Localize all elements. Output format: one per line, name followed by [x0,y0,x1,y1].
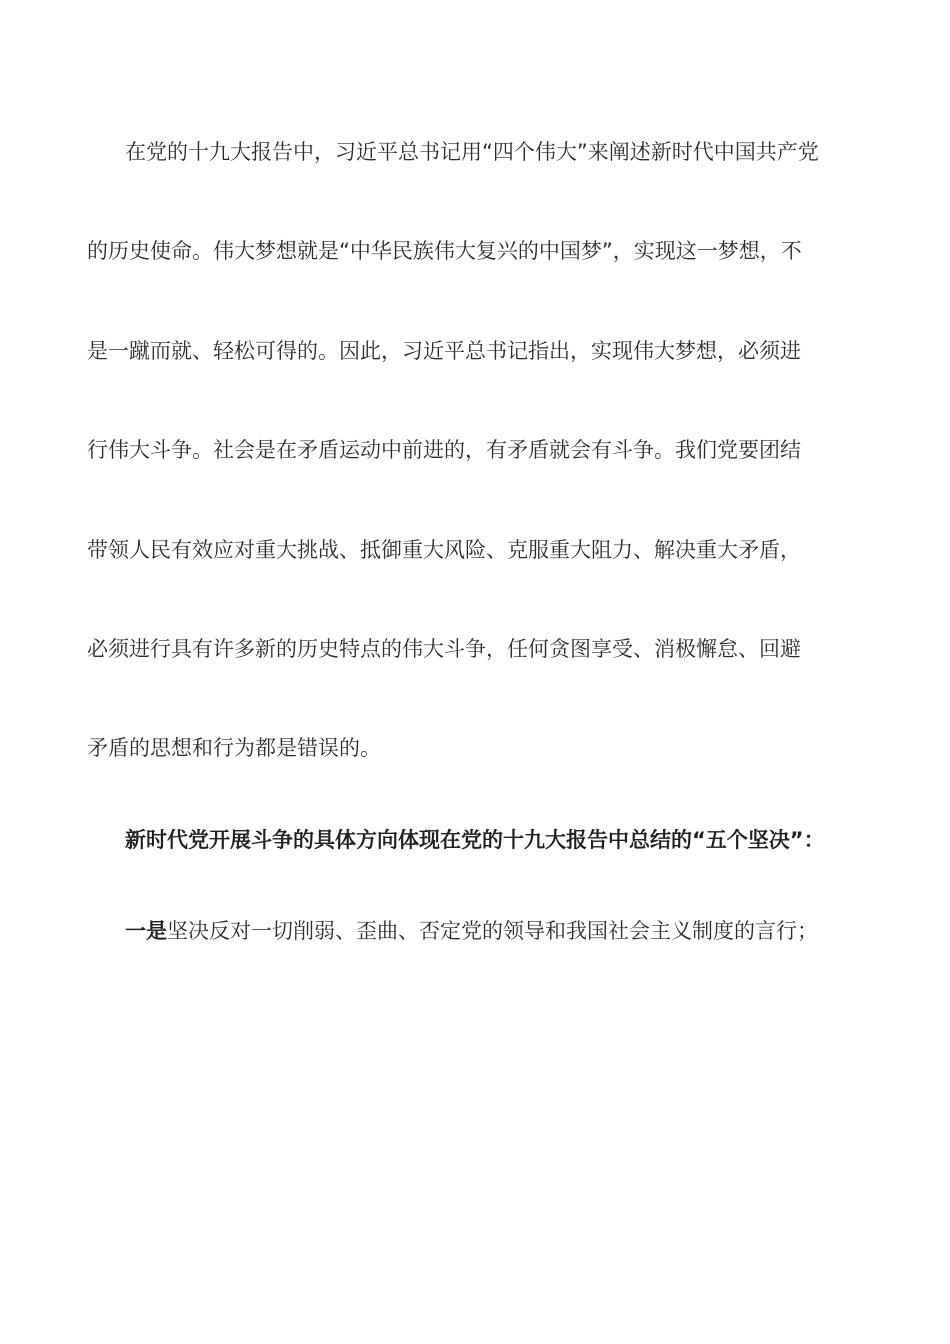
paragraph-line-4: 行伟大斗争。社会是在矛盾运动中前进的，有矛盾就会有斗争。我们党要团结 [87,438,801,462]
paragraph-line-1: 在党的十九大报告中，习近平总书记用“四个伟大”来阐述新时代中国共产党 [125,140,819,164]
section-heading: 新时代党开展斗争的具体方向体现在党的十九大报告中总结的“五个坚决”： [125,828,825,852]
paragraph-line-3: 是一蹴而就、轻松可得的。因此，习近平总书记指出，实现伟大梦想，必须进 [87,339,801,363]
paragraph-line-5: 带领人民有效应对重大挑战、抵御重大风险、克服重大阻力、解决重大矛盾， [87,538,801,562]
list-item-1 [125,916,877,946]
paragraph-line-2: 的历史使命。伟大梦想就是“中华民族伟大复兴的中国梦”，实现这一梦想，不 [87,239,802,263]
paragraph-line-7: 矛盾的思想和行为都是错误的。 [87,736,381,760]
list-item-1-label: 一是 [125,919,167,943]
list-item-1-text: 坚决反对一切削弱、歪曲、否定党的领导和我国社会主义制度的言行； [167,919,818,943]
paragraph-line-6: 必须进行具有许多新的历史特点的伟大斗争，任何贪图享受、消极懈怠、回避 [87,637,801,661]
